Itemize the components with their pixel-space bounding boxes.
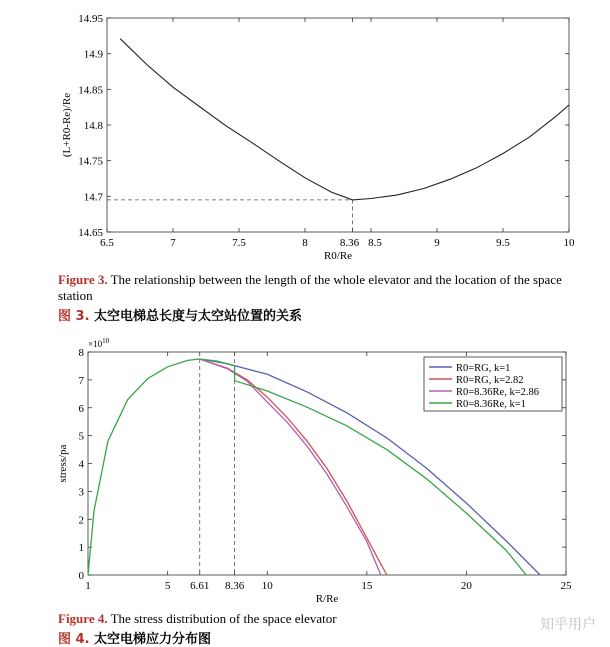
figure-3-text: The relationship between the length of the whole elevator and the location of the space station — [58, 272, 562, 303]
x-tick-label: 6.61 — [190, 580, 210, 592]
x-tick-label: 1 — [85, 580, 91, 592]
figure-4-caption-zh — [58, 628, 211, 647]
y-axis-label: stress/pa — [57, 444, 69, 483]
y-tick-label: 0 — [78, 570, 84, 582]
figure-3-caption — [58, 272, 598, 304]
figure-4-zh-text: 太空电梯应力分布图 — [94, 632, 212, 647]
figure-3-label: Figure 3. — [58, 272, 108, 287]
y-tick-label: 1 — [78, 542, 84, 555]
x-tick-label: 6.5 — [100, 237, 114, 249]
legend-entry: R0=RG, k=2.82 — [456, 375, 524, 386]
x-tick-label: 9 — [434, 237, 440, 249]
y-tick-label: 14.95 — [78, 13, 103, 25]
y-axis-label: (L+R0-Re)/Re — [61, 92, 73, 158]
figure-3-caption-zh — [58, 305, 302, 324]
y-exponent-label: $\times 10^{10}$ — [88, 337, 110, 349]
figure-4-text: The stress distribution of the space elevator — [110, 611, 337, 626]
x-tick-label: 25 — [560, 580, 572, 592]
x-tick-label: 7.5 — [232, 237, 246, 249]
figure-4-caption — [58, 611, 598, 627]
figure-3-chart — [0, 0, 610, 270]
x-tick-label: 9.5 — [496, 237, 510, 249]
x-tick-label: 10 — [261, 580, 273, 592]
y-tick-label: 3 — [78, 486, 84, 499]
y-tick-label: 14.9 — [83, 48, 103, 61]
figure-4-label: Figure 4. — [58, 611, 108, 626]
reference-dashed-line — [107, 200, 353, 232]
x-tick-label: 8.36 — [339, 237, 360, 249]
y-tick-label: 14.8 — [83, 120, 103, 132]
x-tick-label: 10 — [563, 237, 575, 249]
series-line-R0=RG, k=2.82 — [200, 359, 387, 575]
y-tick-label: 4 — [78, 458, 84, 471]
y-exponent-power: 10 — [102, 337, 110, 345]
series-line-R0=8.36Re, k=2.86 — [200, 359, 381, 575]
watermark-text: 知乎用户 — [540, 617, 596, 633]
legend-entry: R0=RG, k=1 — [456, 363, 511, 374]
figure-4-chart — [0, 335, 610, 615]
x-axis-label: R0/Re — [323, 250, 353, 262]
x-tick-label: 8.5 — [368, 237, 382, 249]
x-tick-label: 7 — [170, 237, 176, 249]
y-tick-label: 8 — [78, 347, 84, 359]
y-tick-label: 2 — [78, 514, 84, 527]
figure-3-zh-text: 太空电梯总长度与太空站位置的关系 — [94, 309, 303, 324]
y-tick-label: 14.85 — [78, 84, 103, 97]
y-tick-label: 7 — [78, 374, 84, 387]
series-line-curve — [120, 39, 569, 200]
x-tick-label: 8 — [302, 237, 308, 249]
y-tick-label: 14.7 — [83, 191, 103, 204]
figure-3-zh-label: 图 3. — [58, 309, 90, 324]
y-tick-label: 5 — [78, 430, 84, 443]
y-tick-label: 14.65 — [78, 227, 103, 239]
x-tick-label: 8.36 — [224, 580, 245, 592]
y-tick-label: 6 — [78, 402, 84, 415]
legend-entry: R0=8.36Re, k=1 — [456, 399, 526, 410]
x-tick-label: 5 — [164, 580, 171, 592]
y-tick-label: 14.75 — [78, 155, 103, 168]
x-tick-label: 20 — [460, 580, 472, 592]
x-tick-label: 15 — [361, 580, 373, 592]
x-axis-label: R/Re — [315, 593, 339, 605]
legend-entry: R0=8.36Re, k=2.86 — [456, 387, 540, 398]
figure-4-zh-label: 图 4. — [58, 632, 90, 647]
